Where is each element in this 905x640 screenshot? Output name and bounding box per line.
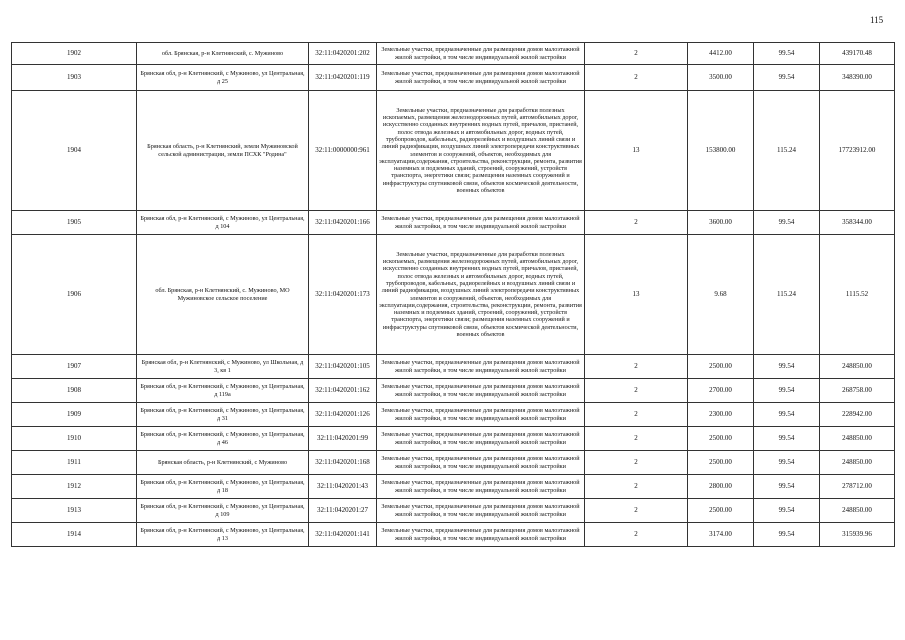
- area-cell: 9.68: [688, 235, 754, 355]
- area-cell: 2800.00: [688, 475, 754, 499]
- cadastral-value-cell: 248850.00: [820, 499, 895, 523]
- use-code-cell: 2: [585, 43, 688, 65]
- use-code-cell: 13: [585, 235, 688, 355]
- table-row: [12, 43, 895, 65]
- cadastral-number-cell: 32:11:0420201:119: [309, 65, 377, 91]
- row-number: 1914: [12, 523, 137, 547]
- use-code-cell: 2: [585, 65, 688, 91]
- cadastral-value-cell: 17723912.00: [820, 91, 895, 211]
- address-cell: Брянская обл, р-н Клетнянский, с Мужиново, ул Центральная, д 31: [137, 403, 309, 427]
- land-use-cell: Земельные участки, предназначенные для разработки полезных ископаемых, размещения железнодорожных путей, автомобильных дорог, искусственно созданных внутренних водных путей, причалов, пристаней, полос отвода железных и автомобильных дорог, водных путей, трубопроводов, кабельных, радиорелейных и воздушных линий связи и линий радиофикации, воздушных линий электропередачи конструктивных элементов и сооружений, объектов, необходимых для эксплуатации,содержания, строительства, реконструкции, ремонта, развития наземных и подземных зданий, строений, сооружений, устройств транспорта, энергетики связи; размещения наземных сооружений и инфраструктуры спутниковой связи, объектов космической деятельности, военных объектов: [377, 235, 585, 355]
- cadastral-number-cell: 32:11:0420201:166: [309, 211, 377, 235]
- row-number: 1902: [12, 43, 137, 65]
- table-row: [12, 91, 895, 211]
- table-body: [12, 43, 895, 547]
- use-code-cell: 13: [585, 91, 688, 211]
- cadastral-value-cell: 439170.48: [820, 43, 895, 65]
- use-code-cell: 2: [585, 403, 688, 427]
- table-row: [12, 211, 895, 235]
- unit-value-cell: 99.54: [754, 475, 820, 499]
- land-use-cell: Земельные участки, предназначенные для размещения домов малоэтажной жилой застройки, в том числе индивидуальной жилой застройки: [377, 499, 585, 523]
- table-row: [12, 235, 895, 355]
- land-use-cell: Земельные участки, предназначенные для размещения домов малоэтажной жилой застройки, в том числе индивидуальной жилой застройки: [377, 403, 585, 427]
- cadastral-value-cell: 248850.00: [820, 451, 895, 475]
- area-cell: 2500.00: [688, 451, 754, 475]
- area-cell: 2500.00: [688, 499, 754, 523]
- area-cell: 4412.00: [688, 43, 754, 65]
- land-registry-table: [11, 42, 895, 547]
- use-code-cell: 2: [585, 523, 688, 547]
- row-number: 1908: [12, 379, 137, 403]
- area-cell: 3174.00: [688, 523, 754, 547]
- area-cell: 3600.00: [688, 211, 754, 235]
- unit-value-cell: 99.54: [754, 427, 820, 451]
- cadastral-number-cell: 32:11:0420201:168: [309, 451, 377, 475]
- land-use-cell: Земельные участки, предназначенные для размещения домов малоэтажной жилой застройки, в том числе индивидуальной жилой застройки: [377, 475, 585, 499]
- area-cell: 2500.00: [688, 427, 754, 451]
- row-number: 1904: [12, 91, 137, 211]
- unit-value-cell: 99.54: [754, 43, 820, 65]
- row-number: 1909: [12, 403, 137, 427]
- cadastral-number-cell: 32:11:0000000:961: [309, 91, 377, 211]
- unit-value-cell: 99.54: [754, 403, 820, 427]
- table-row: [12, 475, 895, 499]
- address-cell: Брянская обл, р-н Клетнянский, с Мужиново, ул Центральная, д 104: [137, 211, 309, 235]
- cadastral-value-cell: 268758.00: [820, 379, 895, 403]
- unit-value-cell: 99.54: [754, 379, 820, 403]
- cadastral-value-cell: 1115.52: [820, 235, 895, 355]
- use-code-cell: 2: [585, 475, 688, 499]
- page-number: 115: [870, 15, 884, 25]
- address-cell: Брянская обл, р-н Клетнянский, с Мужиново, ул Центральная, д 119а: [137, 379, 309, 403]
- address-cell: Брянская обл, р-н Клетнянский, с Мужиново, ул Школьная, д 3, кв 1: [137, 355, 309, 379]
- table-row: [12, 499, 895, 523]
- unit-value-cell: 99.54: [754, 499, 820, 523]
- use-code-cell: 2: [585, 499, 688, 523]
- unit-value-cell: 115.24: [754, 235, 820, 355]
- cadastral-value-cell: 358344.00: [820, 211, 895, 235]
- area-cell: 2700.00: [688, 379, 754, 403]
- cadastral-value-cell: 228942.00: [820, 403, 895, 427]
- cadastral-number-cell: 32:11:0420201:99: [309, 427, 377, 451]
- unit-value-cell: 99.54: [754, 355, 820, 379]
- table-row: [12, 427, 895, 451]
- use-code-cell: 2: [585, 427, 688, 451]
- table-row: [12, 403, 895, 427]
- land-use-cell: Земельные участки, предназначенные для размещения домов малоэтажной жилой застройки, в том числе индивидуальной жилой застройки: [377, 427, 585, 451]
- row-number: 1910: [12, 427, 137, 451]
- address-cell: Брянская обл, р-н Клетнянский, с Мужиново, ул Центральная, д 109: [137, 499, 309, 523]
- area-cell: 2500.00: [688, 355, 754, 379]
- row-number: 1905: [12, 211, 137, 235]
- address-cell: Брянская область, р-н Клетнянский, земли Мужиновской сельской администрации, земли ПСХК "Родина": [137, 91, 309, 211]
- row-number: 1907: [12, 355, 137, 379]
- land-use-cell: Земельные участки, предназначенные для размещения домов малоэтажной жилой застройки, в том числе индивидуальной жилой застройки: [377, 379, 585, 403]
- cadastral-number-cell: 32:11:0420201:27: [309, 499, 377, 523]
- row-number: 1912: [12, 475, 137, 499]
- unit-value-cell: 99.54: [754, 523, 820, 547]
- cadastral-value-cell: 348390.00: [820, 65, 895, 91]
- use-code-cell: 2: [585, 355, 688, 379]
- land-use-cell: Земельные участки, предназначенные для размещения домов малоэтажной жилой застройки, в том числе индивидуальной жилой застройки: [377, 355, 585, 379]
- use-code-cell: 2: [585, 211, 688, 235]
- address-cell: Брянская обл, р-н Клетнянский, с Мужиново, ул Центральная, д 18: [137, 475, 309, 499]
- land-use-cell: Земельные участки, предназначенные для размещения домов малоэтажной жилой застройки, в том числе индивидуальной жилой застройки: [377, 523, 585, 547]
- use-code-cell: 2: [585, 379, 688, 403]
- cadastral-value-cell: 278712.00: [820, 475, 895, 499]
- row-number: 1903: [12, 65, 137, 91]
- land-use-cell: Земельные участки, предназначенные для разработки полезных ископаемых, размещения железнодорожных путей, автомобильных дорог, искусственно созданных внутренних водных путей, причалов, пристаней, полос отвода железных и автомобильных дорог, водных путей, трубопроводов, кабельных, радиорелейных и воздушных линий связи и линий радиофикации, воздушных линий электропередачи конструктивных элементов и сооружений, объектов, необходимых для эксплуатации,содержания, строительства, реконструкции, ремонта, развития наземных и подземных зданий, строений, сооружений, устройств транспорта, энергетики связи; размещения наземных сооружений и инфраструктуры спутниковой связи, объектов космической деятельности, военных объектов: [377, 91, 585, 211]
- address-cell: обл. Брянская, р-н Клетнянский, с. Мужиново: [137, 43, 309, 65]
- area-cell: 2300.00: [688, 403, 754, 427]
- cadastral-number-cell: 32:11:0420201:43: [309, 475, 377, 499]
- table-row: [12, 355, 895, 379]
- unit-value-cell: 99.54: [754, 65, 820, 91]
- address-cell: Брянская обл, р-н Клетнянский, с Мужиново, ул Центральная, д 25: [137, 65, 309, 91]
- unit-value-cell: 99.54: [754, 211, 820, 235]
- cadastral-number-cell: 32:11:0420201:202: [309, 43, 377, 65]
- area-cell: 3500.00: [688, 65, 754, 91]
- address-cell: Брянская обл, р-н Клетнянский, с Мужиново, ул Центральная, д 46: [137, 427, 309, 451]
- address-cell: Брянская обл, р-н Клетнянский, с Мужиново, ул Центральная, д 13: [137, 523, 309, 547]
- cadastral-number-cell: 32:11:0420201:105: [309, 355, 377, 379]
- table-row: [12, 523, 895, 547]
- row-number: 1913: [12, 499, 137, 523]
- unit-value-cell: 115.24: [754, 91, 820, 211]
- cadastral-number-cell: 32:11:0420201:126: [309, 403, 377, 427]
- address-cell: обл. Брянская, р-н Клетнянский, с. Мужиново, МО Мужиновское сельское поселение: [137, 235, 309, 355]
- cadastral-value-cell: 248850.00: [820, 427, 895, 451]
- land-use-cell: Земельные участки, предназначенные для размещения домов малоэтажной жилой застройки, в том числе индивидуальной жилой застройки: [377, 43, 585, 65]
- cadastral-value-cell: 315939.96: [820, 523, 895, 547]
- table-row: [12, 379, 895, 403]
- area-cell: 153800.00: [688, 91, 754, 211]
- land-use-cell: Земельные участки, предназначенные для размещения домов малоэтажной жилой застройки, в том числе индивидуальной жилой застройки: [377, 65, 585, 91]
- use-code-cell: 2: [585, 451, 688, 475]
- row-number: 1906: [12, 235, 137, 355]
- cadastral-number-cell: 32:11:0420201:141: [309, 523, 377, 547]
- table-row: [12, 451, 895, 475]
- land-use-cell: Земельные участки, предназначенные для размещения домов малоэтажной жилой застройки, в том числе индивидуальной жилой застройки: [377, 211, 585, 235]
- cadastral-number-cell: 32:11:0420201:173: [309, 235, 377, 355]
- row-number: 1911: [12, 451, 137, 475]
- cadastral-value-cell: 248850.00: [820, 355, 895, 379]
- cadastral-number-cell: 32:11:0420201:162: [309, 379, 377, 403]
- address-cell: Брянская область, р-н Клетнянский, с Мужиново: [137, 451, 309, 475]
- table-row: [12, 65, 895, 91]
- unit-value-cell: 99.54: [754, 451, 820, 475]
- land-use-cell: Земельные участки, предназначенные для размещения домов малоэтажной жилой застройки, в том числе индивидуальной жилой застройки: [377, 451, 585, 475]
